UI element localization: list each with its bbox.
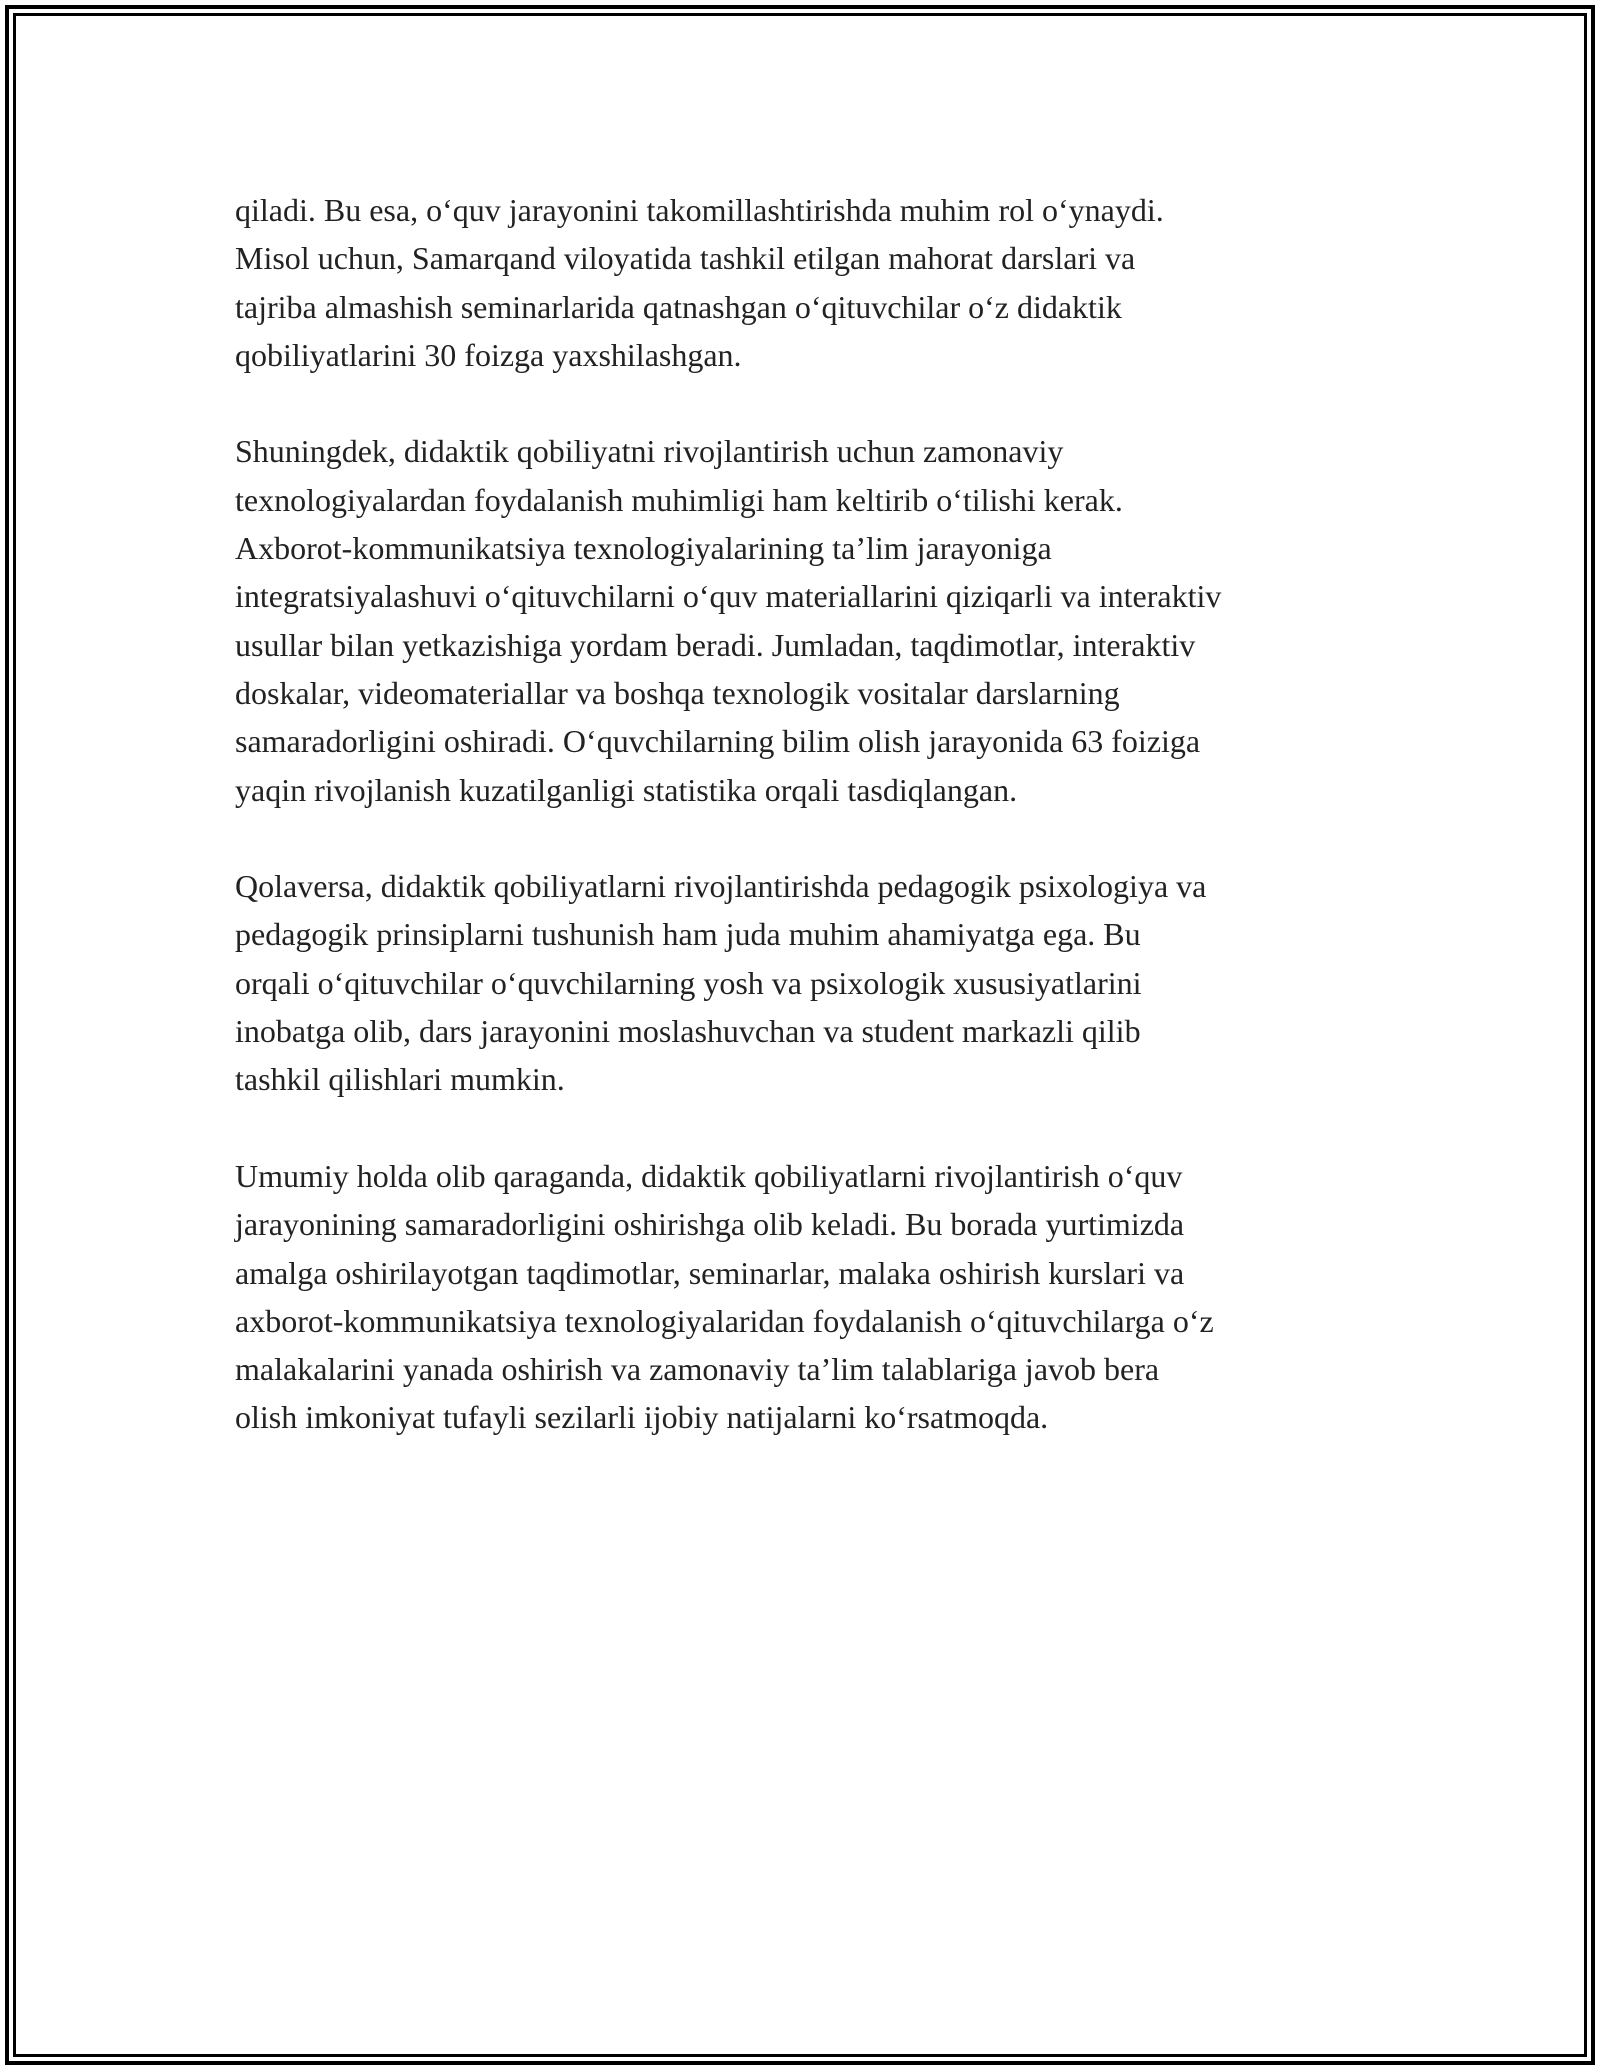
- text-line: integratsiyalashuvi o‘qituvchilarni o‘quv materiallarini qiziqarli va interaktiv: [235, 578, 1222, 615]
- text-line: inobatga olib, dars jarayonini moslashuvchan va student markazli qilib: [235, 1013, 1141, 1050]
- document-body: [235, 186, 1375, 1490]
- text-line: amalga oshirilayotgan taqdimotlar, seminarlar, malaka oshirish kurslari va: [235, 1254, 1185, 1291]
- text-line: samaradorligini oshiradi. O‘quvchilarning bilim olish jarayonida 63 foiziga: [235, 723, 1201, 760]
- text-line: usullar bilan yetkazishiga yordam beradi. Jumladan, taqdimotlar, interaktiv: [235, 626, 1196, 663]
- text-line: jarayonining samaradorligini oshirishga olib keladi. Bu borada yurtimizda: [235, 1206, 1185, 1243]
- text-line: tashkil qilishlari mumkin.: [235, 1061, 565, 1098]
- text-line: Misol uchun, Samarqand viloyatida tashkil etilgan mahorat darslari va: [235, 240, 1136, 277]
- paragraph-3: [235, 862, 1375, 1103]
- text-line: texnologiyalardan foydalanish muhimligi ham keltirib o‘tilishi kerak.: [235, 481, 1123, 518]
- text-line: axborot-kommunikatsiya texnologiyalaridan foydalanish o‘qituvchilarga o‘z: [235, 1302, 1214, 1339]
- text-line: Umumiy holda olib qaraganda, didaktik qobiliyatlarni rivojlantirish o‘quv: [235, 1157, 1183, 1194]
- text-line: tajriba almashish seminarlarida qatnashgan o‘qituvchilar o‘z didaktik: [235, 288, 1122, 325]
- text-line: Qolaversa, didaktik qobiliyatlarni rivojlantirishda pedagogik psixologiya va: [235, 868, 1207, 905]
- text-line: olish imkoniyat tufayli sezilarli ijobiy natijalarni ko‘rsatmoqda.: [235, 1399, 1049, 1436]
- paragraph-1: [235, 186, 1375, 379]
- text-line: qobiliyatlarini 30 foizga yaxshilashgan.: [235, 336, 742, 373]
- paragraph-2: [235, 427, 1375, 813]
- text-line: pedagogik prinsiplarni tushunish ham juda muhim ahamiyatga ega. Bu: [235, 916, 1141, 953]
- text-line: doskalar, videomateriallar va boshqa texnologik vositalar darslarning: [235, 674, 1120, 711]
- text-line: Shuningdek, didaktik qobiliyatni rivojlantirish uchun zamonaviy: [235, 433, 1064, 470]
- text-line: qiladi. Bu esa, o‘quv jarayonini takomillashtirishda muhim rol o‘ynaydi.: [235, 192, 1164, 228]
- text-line: Axborot-kommunikatsiya texnologiyalarining ta’lim jarayoniga: [235, 530, 1052, 567]
- paragraph-4: [235, 1152, 1375, 1442]
- text-line: orqali o‘qituvchilar o‘quvchilarning yosh va psixologik xususiyatlarini: [235, 964, 1142, 1001]
- text-line: malakalarini yanada oshirish va zamonaviy ta’lim talablariga javob bera: [235, 1351, 1160, 1388]
- text-line: yaqin rivojlanish kuzatilganligi statistika orqali tasdiqlangan.: [235, 771, 1018, 808]
